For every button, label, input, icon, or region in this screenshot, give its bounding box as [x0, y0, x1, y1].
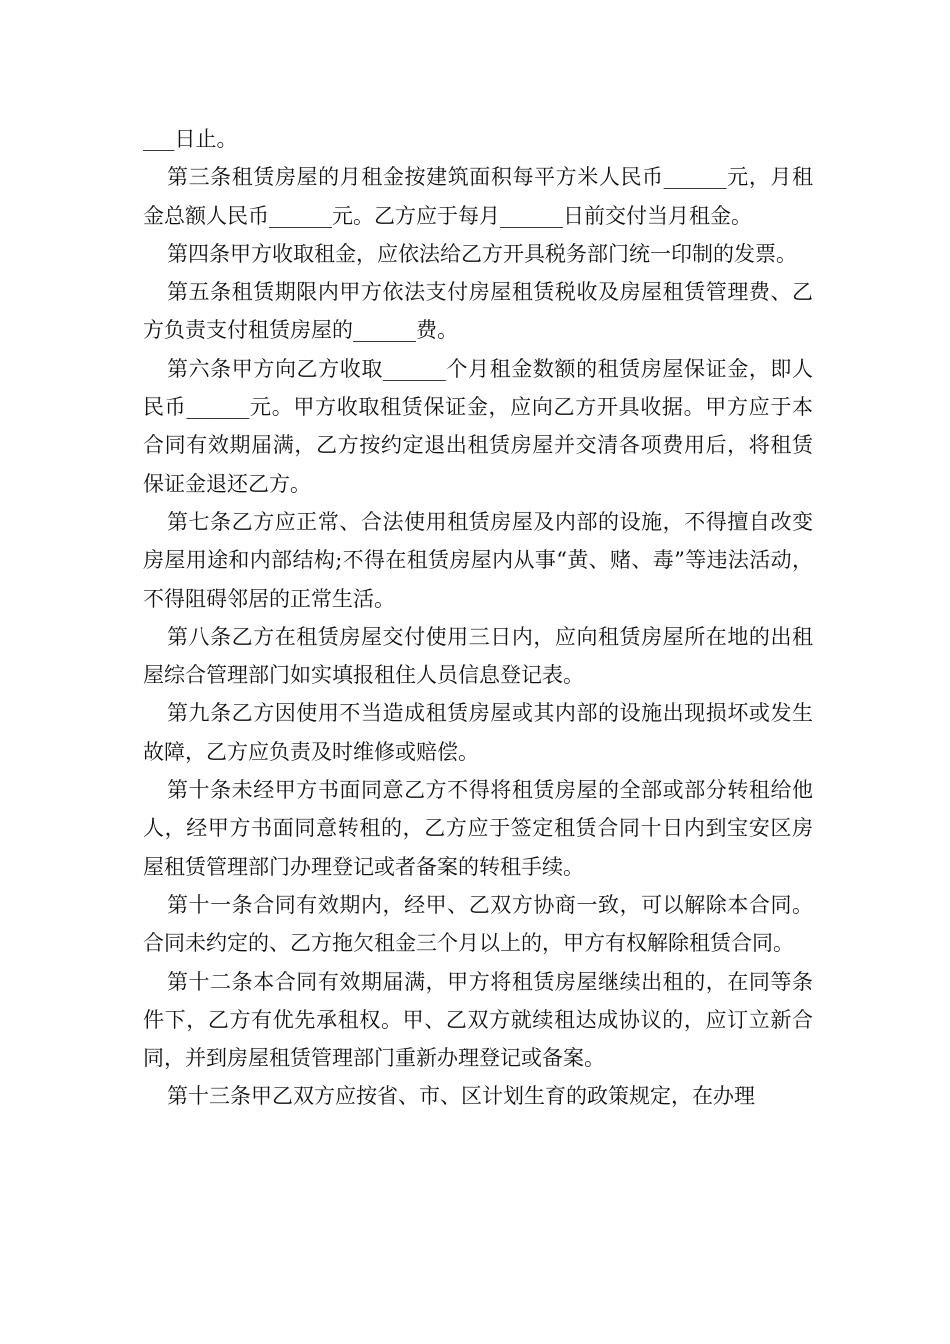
- paragraph-article-7: 第七条乙方应正常、合法使用租赁房屋及内部的设施，不得擅自改变房屋用途和内部结构;不得在租赁房屋内从事“黄、赌、毒”等违法活动，不得阻碍邻居的正常生活。: [143, 509, 813, 611]
- paragraph-article-10: 第十条未经甲方书面同意乙方不得将租赁房屋的全部或部分转租给他人，经甲方书面同意转租的，乙方应于签定租赁合同十日内到宝安区房屋租赁管理部门办理登记或者备案的转租手续。: [143, 778, 813, 879]
- paragraph-article-4: 第四条甲方收取租金，应依法给乙方开具税务部门统一印制的发票。: [167, 241, 797, 266]
- paragraph-article-12: 第十二条本合同有效期届满，甲方将租赁房屋继续出租的，在同等条件下，乙方有优先承租权。甲、乙双方就续租达成协议的，应订立新合同，并到房屋租赁管理部门重新办理登记或备案。: [143, 969, 813, 1071]
- paragraph-date-end: ___日止。: [143, 127, 238, 151]
- paragraph-article-11: 第十一条合同有效期内，经甲、乙双方协商一致，可以解除本合同。合同未约定的、乙方拖欠租金三个月以上的，甲方有权解除租赁合同。: [143, 892, 813, 956]
- contract-text-body: [143, 120, 813, 1116]
- paragraph-article-9: 第九条乙方因使用不当造成租赁房屋或其内部的设施出现损坏或发生故障，乙方应负责及时维修或赔偿。: [143, 701, 813, 764]
- paragraph-article-6: 第六条甲方向乙方收取______个月租金数额的租赁房屋保证金，即人民币______元。甲方收取租赁保证金，应向乙方开具收据。甲方应于本合同有效期届满，乙方按约定退出租赁房屋并交清各项费用后，将租赁保证金退还乙方。: [143, 356, 813, 496]
- paragraph-article-3: 第三条租赁房屋的月租金按建筑面积每平方米人民币______元，月租金总额人民币______元。乙方应于每月______日前交付当月租金。: [143, 165, 813, 228]
- paragraph-article-5: 第五条租赁期限内甲方依法支付房屋租赁税收及房屋租赁管理费、乙方负责支付租赁房屋的______费。: [143, 280, 813, 343]
- paragraph-article-8: 第八条乙方在租赁房屋交付使用三日内，应向租赁房屋所在地的出租屋综合管理部门如实填报租住人员信息登记表。: [143, 624, 813, 688]
- paragraph-article-13: 第十三条甲乙双方应按省、市、区计划生育的政策规定，在办理: [167, 1084, 755, 1109]
